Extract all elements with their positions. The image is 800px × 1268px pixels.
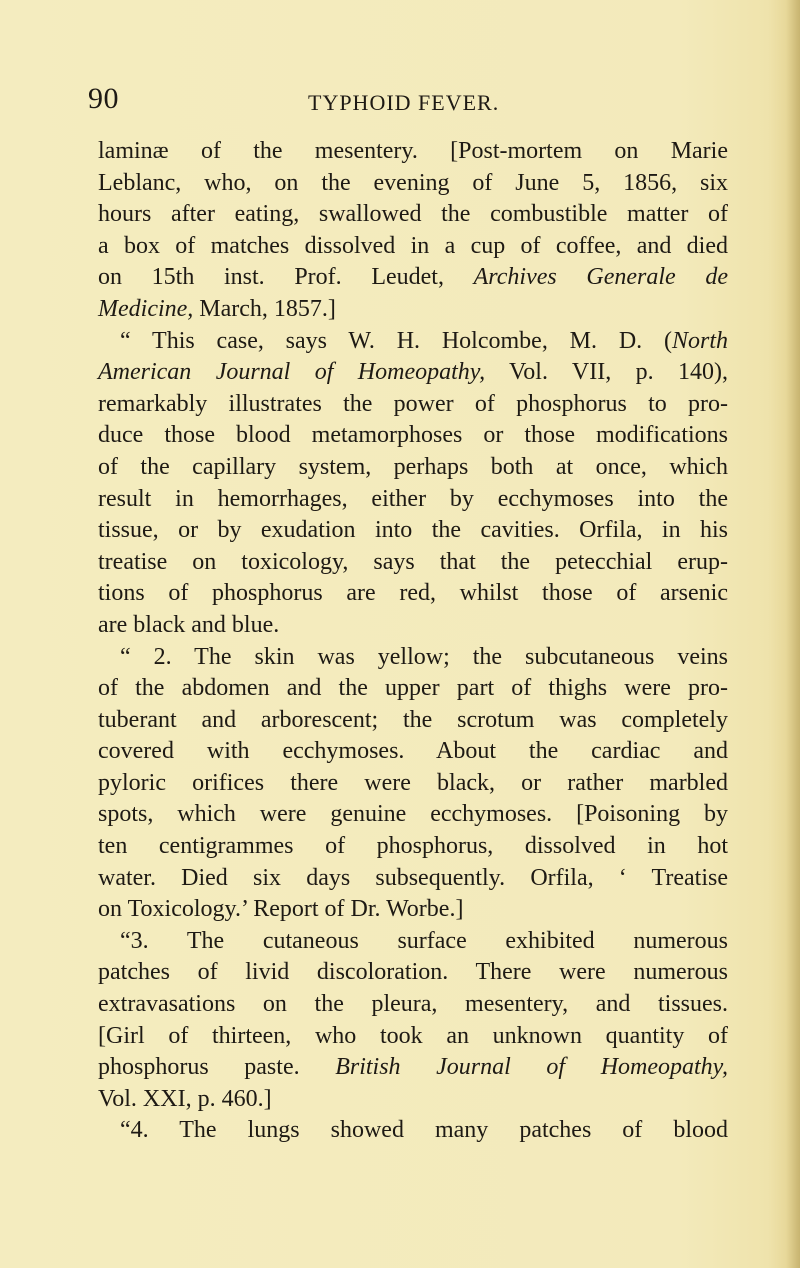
text-segment: are black and blue. <box>98 611 280 638</box>
text-line <box>98 326 728 358</box>
text-line <box>98 768 728 800</box>
page-header <box>88 82 728 122</box>
page-edge-shadow <box>786 0 800 1268</box>
text-line <box>98 1084 728 1116</box>
text-line <box>98 420 728 452</box>
page-number: 90 <box>88 82 119 115</box>
text-line <box>98 863 728 895</box>
text-line <box>98 989 728 1021</box>
text-segment: tuberant and arborescent; the scrotum was completely <box>98 706 728 733</box>
text-segment: “ 2. The skin was yellow; the subcutaneous veins <box>120 643 728 670</box>
text-line <box>98 357 728 389</box>
text-segment: tions of phosphorus are red, whilst those of arsenic <box>98 580 728 607</box>
text-line <box>98 1021 728 1053</box>
text-line <box>98 515 728 547</box>
text-line <box>98 957 728 989</box>
text-line <box>98 547 728 579</box>
italic-citation: Archives Generale de <box>473 264 728 291</box>
text-segment: “4. The lungs showed many patches of blood <box>120 1117 728 1144</box>
text-line <box>98 452 728 484</box>
text-line <box>98 294 728 326</box>
italic-citation: North <box>671 327 728 354</box>
text-line <box>98 705 728 737</box>
italic-citation: American Journal of Homeopathy, <box>98 359 486 386</box>
text-segment: ten centigrammes of phosphorus, dissolved in hot <box>98 833 728 860</box>
text-segment: hours after eating, swallowed the combustible matter of <box>98 201 728 228</box>
text-segment: of the abdomen and the upper part of thighs were pro- <box>98 675 728 702</box>
text-segment: on Toxicology.’ Report of Dr. Worbe.] <box>98 896 464 923</box>
text-line <box>98 1115 728 1147</box>
text-segment: extravasations on the pleura, mesentery, and tissues. <box>98 991 728 1018</box>
text-segment: a box of matches dissolved in a cup of coffee, and died <box>98 232 728 259</box>
text-segment: “3. The cutaneous surface exhibited numerous <box>120 927 728 954</box>
text-line <box>98 578 728 610</box>
text-line <box>98 831 728 863</box>
text-segment: patches of livid discoloration. There were numerous <box>98 959 728 986</box>
italic-citation: Medicine, <box>98 295 194 322</box>
text-segment: spots, which were genuine ecchymoses. [Poisoning by <box>98 801 728 828</box>
text-segment: treatise on toxicology, says that the petecchial erup- <box>98 548 728 575</box>
text-segment: water. Died six days subsequently. Orfila, ‘ Treatise <box>98 864 728 891</box>
text-segment: pyloric orifices there were black, or rather marbled <box>98 769 728 796</box>
text-segment: covered with ecchymoses. About the cardiac and <box>98 738 728 765</box>
text-segment: on 15th inst. Prof. Leudet, <box>98 264 474 291</box>
text-line <box>98 262 728 294</box>
text-segment: phosphorus paste. <box>98 1054 336 1081</box>
text-segment: March, 1857.] <box>193 295 336 322</box>
running-title: TYPHOID FEVER. <box>308 90 500 115</box>
text-segment: laminæ of the mesentery. [Post-mortem on Marie <box>98 138 728 164</box>
text-line <box>98 389 728 421</box>
text-segment: Vol. XXI, p. 460.] <box>98 1085 272 1112</box>
text-segment: duce those blood metamorphoses or those modifications <box>98 422 728 449</box>
text-line <box>98 199 728 231</box>
text-line <box>98 1052 728 1084</box>
text-line <box>98 168 728 200</box>
text-segment: tissue, or by exudation into the cavities. Orfila, in his <box>98 517 728 544</box>
text-line <box>98 484 728 516</box>
text-line <box>98 799 728 831</box>
text-line <box>98 642 728 674</box>
text-line <box>98 926 728 958</box>
text-segment: Leblanc, who, on the evening of June 5, 1856, six <box>98 169 728 196</box>
text-segment: “ This case, says W. H. Holcombe, M. D. ( <box>120 327 672 354</box>
text-segment: remarkably illustrates the power of phosphorus to pro- <box>98 390 728 417</box>
text-line <box>98 894 728 926</box>
body-text <box>98 136 728 1147</box>
text-line <box>98 136 728 168</box>
text-segment: Vol. VII, p. 140), <box>485 359 728 386</box>
text-segment: [Girl of thirteen, who took an unknown quantity of <box>98 1022 728 1049</box>
text-line <box>98 736 728 768</box>
text-line <box>98 610 728 642</box>
italic-citation: British Journal of Homeopathy, <box>335 1054 729 1081</box>
text-segment: result in hemorrhages, either by ecchymoses into the <box>98 485 728 512</box>
text-segment: of the capillary system, perhaps both at once, which <box>98 453 728 480</box>
text-line <box>98 231 728 263</box>
text-line <box>98 673 728 705</box>
